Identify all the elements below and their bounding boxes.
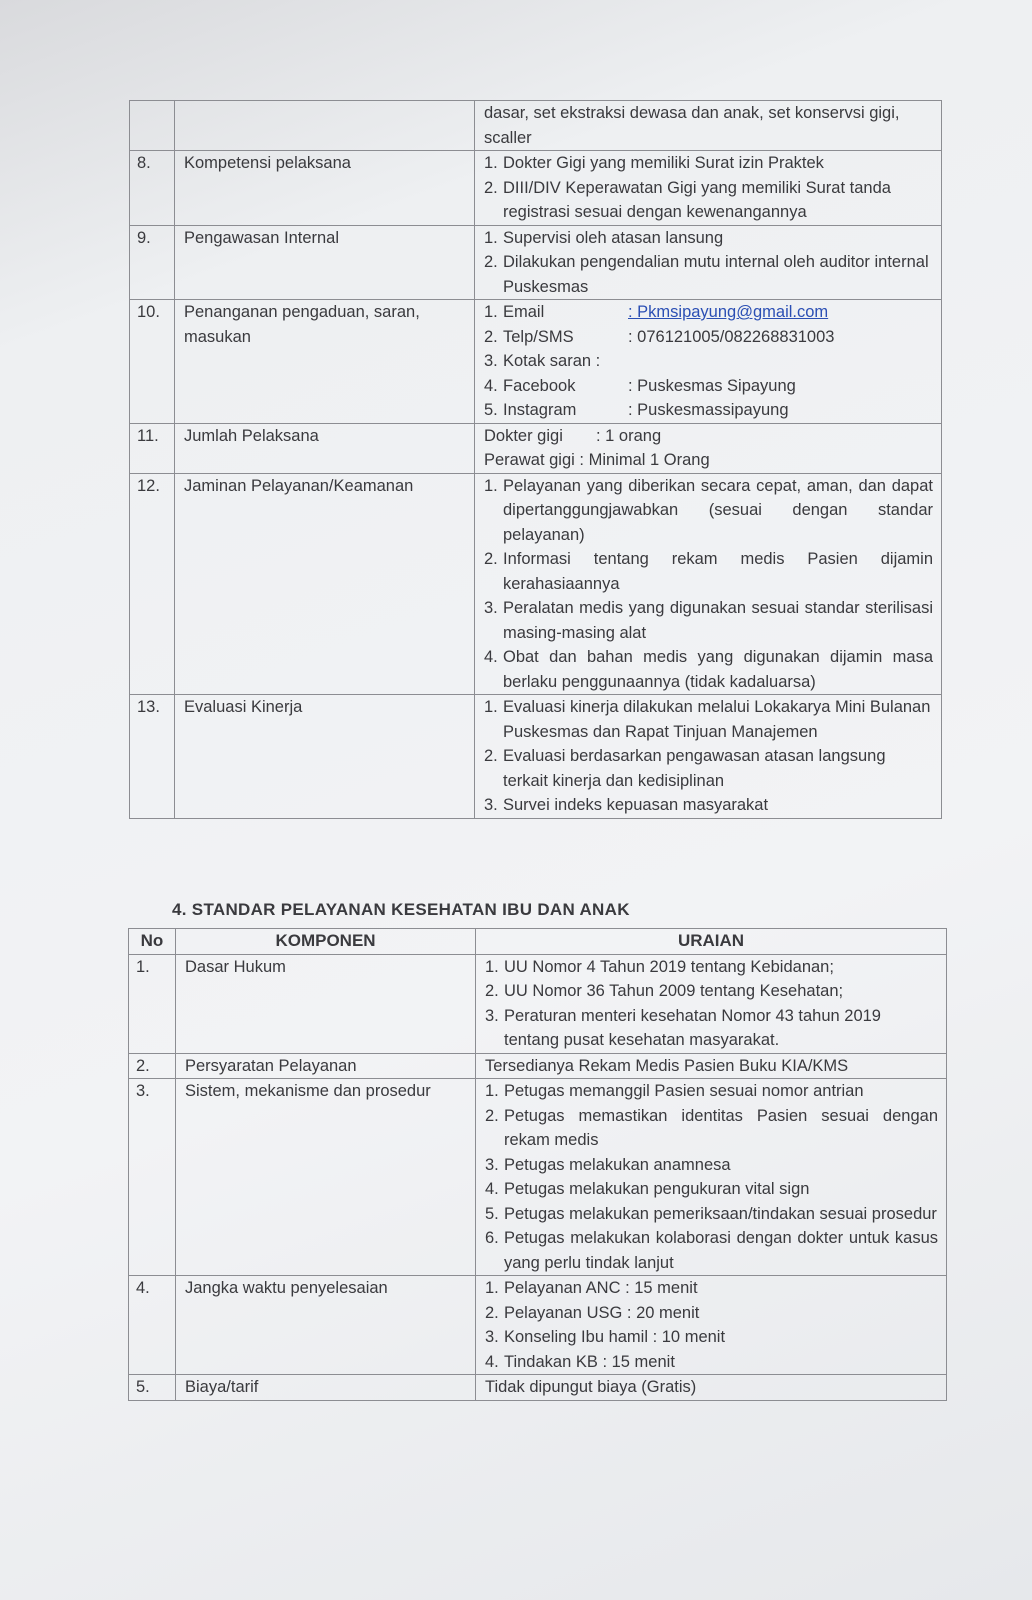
list-item: 1. Supervisi oleh atasan lansung (484, 228, 724, 247)
row-komponen: Jangka waktu penyelesaian (176, 1276, 476, 1375)
row-number: 10. (130, 300, 175, 424)
list-item: 2. UU Nomor 36 Tahun 2009 tentang Kesehatan; (485, 982, 844, 1000)
row-uraian: Tersedianya Rekam Medis Pasien Buku KIA/KMS (476, 1053, 947, 1079)
header-uraian: URAIAN (476, 929, 947, 955)
header-komponen: KOMPONEN (176, 929, 476, 955)
list-item: 2. DIII/DIV Keperawatan Gigi yang memiliki Surat tanda registrasi sesuai dengan kewenangannya (484, 178, 891, 221)
list-item: 4. Tindakan KB : 15 menit (485, 1352, 675, 1371)
row-number: 1. (129, 954, 176, 1053)
row-number: 4. (129, 1276, 176, 1375)
list-item: 1. UU Nomor 4 Tahun 2019 tentang Kebidanan; (485, 957, 834, 976)
list-item: 3. Survei indeks kepuasan masyarakat (484, 796, 769, 814)
row-komponen: Biaya/tarif (176, 1375, 476, 1401)
row-number: 13. (130, 695, 175, 819)
list-item: 1. Pelayanan yang diberikan secara cepat, aman, dan dapat dipertanggungjawabkan (sesuai dengan standar pelayanan) (484, 476, 933, 544)
row-komponen: Jaminan Pelayanan/Keamanan (175, 473, 475, 695)
list-item: 1. Petugas memanggil Pasien sesuai nomor antrian (485, 1082, 864, 1100)
row-uraian: Tidak dipungut biaya (Gratis) (476, 1375, 947, 1401)
continuation-text: dasar, set ekstraksi dewasa dan anak, set konservsi gigi, scaller (475, 101, 942, 151)
row-number: 9. (130, 225, 175, 300)
row-number: 5. (129, 1375, 176, 1401)
row-komponen: Penanganan pengaduan, saran, masukan (175, 300, 475, 424)
table-row (130, 473, 942, 695)
table-row (130, 300, 942, 424)
table-row (129, 1276, 947, 1375)
row-komponen: Persyaratan Pelayanan (176, 1053, 476, 1079)
list-item: 2. Dilakukan pengendalian mutu internal oleh auditor internal Puskesmas (484, 253, 929, 296)
staff-dentist: Dokter gigi : 1 orang (484, 426, 662, 445)
list-item: 3. Petugas melakukan anamnesa (485, 1155, 731, 1174)
row-number: 12. (130, 473, 175, 695)
list-item: 1. Dokter Gigi yang memiliki Surat izin Praktek (484, 154, 824, 172)
list-item: 6. Petugas melakukan kolaborasi dengan dokter untuk kasus yang perlu tindak lanjut (485, 1229, 938, 1272)
list-item: 3. Konseling Ibu hamil : 10 menit (485, 1328, 726, 1346)
email-link[interactable]: : Pkmsipayung@gmail.com (628, 303, 829, 321)
list-item: 3. Peralatan medis yang digunakan sesuai standar sterilisasi masing-masing alat (484, 599, 933, 642)
maternal-child-health-standard-table (128, 928, 947, 1401)
contact-facebook: 4. Facebook : Puskesmas Sipayung (484, 376, 796, 395)
list-item: 2. Informasi tentang rekam medis Pasien dijamin kerahasiaannya (484, 550, 933, 593)
row-komponen: Sistem, mekanisme dan prosedur (176, 1079, 476, 1276)
row-komponen: Pengawasan Internal (175, 225, 475, 300)
list-item: 2. Petugas memastikan identitas Pasien sesuai dengan rekam medis (485, 1106, 938, 1149)
table-row (130, 101, 942, 151)
staff-dental-nurse: Perawat gigi : Minimal 1 Orang (484, 451, 710, 469)
row-number: 3. (129, 1079, 176, 1276)
list-item: 3. Peraturan menteri kesehatan Nomor 43 tahun 2019 tentang pusat kesehatan masyarakat. (485, 1006, 881, 1049)
row-number: 2. (129, 1053, 176, 1079)
list-item: 1. Pelayanan ANC : 15 menit (485, 1279, 698, 1297)
table-row (130, 695, 942, 819)
list-item: 4. Petugas melakukan pengukuran vital sign (485, 1180, 810, 1198)
service-standard-table-continued (129, 100, 942, 819)
table-row (130, 151, 942, 226)
table-row (129, 954, 947, 1053)
table-row (130, 423, 942, 473)
contact-email: 1. Email : Pkmsipayung@gmail.com (484, 300, 933, 325)
list-item: 1. Evaluasi kinerja dilakukan melalui Lokakarya Mini Bulanan Puskesmas dan Rapat Tinjuan Manajemen (484, 698, 931, 741)
list-item: 5. Petugas melakukan pemeriksaan/tindakan sesuai prosedur (485, 1204, 937, 1223)
list-item: 2. Pelayanan USG : 20 menit (485, 1303, 700, 1322)
list-item: 4. Obat dan bahan medis yang digunakan dijamin masa berlaku penggunaannya (tidak kadaluarsa) (484, 648, 933, 691)
table-row (129, 1079, 947, 1276)
contact-suggestion-box: 3. Kotak saran : (484, 352, 601, 370)
contact-phone: 2. Telp/SMS : 076121005/082268831003 (484, 327, 835, 346)
contact-instagram: 5. Instagram : Puskesmassipayung (484, 401, 789, 419)
table-row (129, 1053, 947, 1079)
row-number: 8. (130, 151, 175, 226)
list-item: 2. Evaluasi berdasarkan pengawasan atasan langsung terkait kinerja dan kedisiplinan (484, 747, 886, 790)
row-komponen: Evaluasi Kinerja (175, 695, 475, 819)
row-number: 11. (130, 423, 175, 473)
table-row (130, 225, 942, 300)
row-komponen: Dasar Hukum (176, 954, 476, 1053)
table-header-row (129, 929, 947, 955)
header-no: No (129, 929, 176, 955)
table-row (129, 1375, 947, 1401)
section-title: 4. STANDAR PELAYANAN KESEHATAN IBU DAN ANAK (172, 900, 630, 919)
row-komponen: Kompetensi pelaksana (175, 151, 475, 226)
row-komponen: Jumlah Pelaksana (175, 423, 475, 473)
